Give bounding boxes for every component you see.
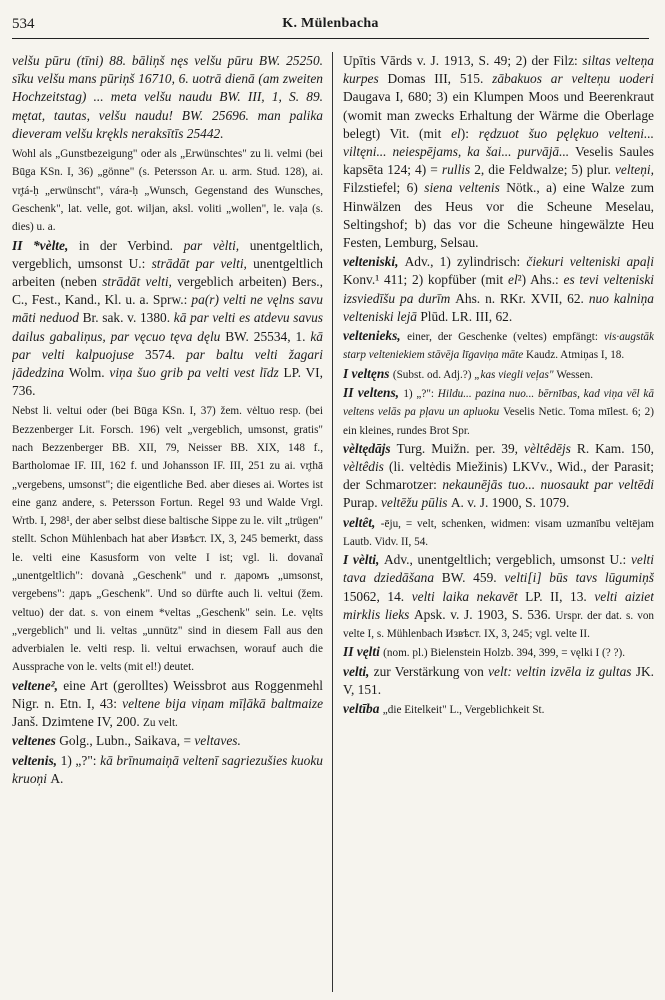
dictionary-entry: [12, 401, 323, 675]
entry-text: „die Eitelkeit" L., Vergeblichkeit St.: [382, 704, 545, 717]
entry-text: Konv.¹ 411; 2) kopfüber (mit: [343, 272, 508, 288]
entry-headword: II *vèlte,: [12, 237, 79, 253]
entry-text: rędzuot šuo pęlękuo velteni... viltęni... neiespējams, ka šai... purvājā...: [343, 125, 654, 160]
entry-text: unentgeltlich, vergeblich, umsonst U.:: [12, 237, 323, 271]
dictionary-entry: [343, 643, 654, 661]
entry-text: velti laika nekavēt: [411, 588, 526, 604]
entry-text: -ēju, = velt, schenken, widmen: visam uzmanību veltējam: [380, 517, 654, 530]
entry-text: Apsk. v. J. 1903, S. 536.: [413, 606, 556, 622]
entry-text: vis·augstāk starp velteniekiem stāvēja līgaviņa māte: [343, 331, 654, 362]
dictionary-entry: [343, 663, 654, 699]
entry-text: nuo kalniņa velteniski lejā: [343, 290, 654, 324]
entry-text: ²) Ahs.:: [517, 272, 564, 288]
left-column: [12, 52, 323, 992]
entry-text: A.: [50, 770, 64, 786]
entry-text: Plūd. LR. III, 62.: [420, 308, 513, 324]
entry-text: strādāt par velti,: [151, 255, 254, 271]
entry-text: Br. sak. v. 1380.: [82, 310, 174, 326]
entry-headword: vèltędājs: [343, 440, 397, 456]
entry-text: 15062, 14.: [343, 588, 412, 604]
right-column: [343, 52, 654, 992]
dictionary-entry: [343, 551, 654, 642]
entry-text: ):: [460, 125, 479, 141]
dictionary-entry: [343, 514, 654, 551]
dictionary-entry: [343, 253, 654, 326]
entry-text: (li. veltėdis Miežinis) LKVv., Wid., der Parasit; der Schmarotzer:: [343, 459, 654, 493]
entry-text: kā par velti es atdevu savus dailus gabaliņus, par vęcuo tęva dęlu: [12, 310, 323, 344]
entry-headword: II veltens,: [343, 384, 404, 400]
entry-text: es tevi velteniski izsviedīšu pa durīm: [343, 272, 654, 306]
entry-text: BW. 459.: [441, 570, 505, 586]
entry-text: zur Verstärkung von: [373, 663, 489, 679]
entry-text: Golg., Lubn., Saikava, =: [59, 733, 195, 749]
entry-headword: velteniski,: [343, 254, 405, 270]
dictionary-entry: [12, 677, 323, 732]
entry-text: kā par velti kalpuojuse: [12, 328, 323, 362]
entry-text: Filzstiefel; 6): [343, 180, 425, 196]
entry-text: JK. V, 151.: [343, 663, 654, 697]
entry-text: Zu velt.: [143, 717, 178, 730]
entry-text: velt: veltin izvēla iz gultas: [488, 663, 636, 679]
entry-text: veltēžu pūlis: [380, 495, 451, 511]
page-header: [12, 14, 649, 39]
entry-text: 3574.: [145, 346, 187, 362]
entry-text: Lautb. Vidv. II, 54.: [343, 535, 429, 548]
entry-text: velti[i] būs tavs lūgumiņš: [504, 570, 654, 586]
dictionary-entry: [12, 52, 323, 143]
entry-headword: veltenes: [12, 733, 60, 749]
entry-text: rullis: [441, 162, 475, 178]
entry-text: Wessen.: [556, 368, 594, 381]
entry-text: LP. VI, 736.: [12, 364, 323, 399]
entry-text: par baltu velti žagari jādedzina: [12, 346, 323, 380]
column-divider: [332, 52, 333, 992]
entry-text: R. Kam. 150,: [576, 440, 654, 456]
entry-text: Nebst li. veltui oder (bei Būga KSn. I, 37) žem. vėltuo resp. (bei Bezzenberger Lit. Forsch. 196) velt „vergeblich, umsonst, gratis" nach Bezzenberger BB. XII, 79, Neisser BB. XIX, 148 f., Bartholomae IF. III, 162 f. und Johansson IF. III, 251 zu ai. vr̥thā „vergebens, umsonst"; die eigentliche Bed. aber dieses ai. Wortes ist eine ganz andere, s. Petersson Fortun. Regel 93 und Walde Vrgl. Wrtb. I, 298¹, der aber selbst diese baltische Sippe zu le. vilt „trügen" stellt. Schon Mühlenbach hat aber Извѣст. IX, 3, 245 bemerkt, dass le. velti eine Kasusform von velte I ist; vgl. li. dovanaĩ „unentgeltlich": dovanà „Geschenk" und r. даромъ „umsonst, vergebens": даръ „Geschenk". Und so dürfte auch li. veltui (žem. veltuo) der dat. s. von einem *veltas „Geschenk" sein. Le. vęlts „vergeblich" und li. veltas „unnütz" sind in diesem Fall aus den adverbialen le. velti resp. li. veltui erwachsen, worauf auch die Aussprache von le. velts (mit el!) deutet.: [12, 405, 323, 674]
entry-text: Veselis Netic. Toma mīlest. 6; 2) ein kleines, rundes Brot Spr.: [343, 406, 654, 437]
entry-text: Upītis Vārds v. J. 1913, S. 49; 2) der Filz:: [343, 53, 583, 68]
entry-headword: I vèlti,: [343, 552, 384, 568]
entry-text: 1) „?":: [403, 387, 438, 400]
entry-text: Domas III, 515.: [387, 71, 493, 87]
entry-text: par vèlti,: [183, 237, 250, 253]
entry-text: vergeblich arbeiten) Bers., C., Fest., Kand., Kl. u. a. Sprw.:: [12, 273, 323, 308]
entry-text: strādāt velti,: [102, 273, 178, 289]
entry-text: čiekuri velteniski apaļi: [526, 254, 654, 270]
entry-text: eine Art (gerolltes) Weissbrot aus Roggenmehl Nigr. n. Etn. I, 43:: [12, 677, 323, 711]
dictionary-entry: [343, 440, 654, 513]
entry-text: Hildu... pazina nuo... bērnības, kad viņa vēl kā veltens velās pa pļavu un apluoku: [343, 387, 654, 419]
entry-headword: veltenis,: [12, 752, 61, 768]
entry-text: velti tava dziedāšana: [343, 552, 654, 586]
entry-text: velteņi,: [614, 162, 654, 178]
entry-text: vèltêdējs: [524, 440, 577, 456]
entry-headword: veltene²,: [12, 677, 64, 693]
entry-text: Turg. Muižn. per. 39,: [396, 440, 525, 456]
entry-text: el: [451, 125, 461, 141]
entry-text: Ahs. n. RKr. XVII, 62.: [455, 290, 589, 306]
entry-headword: II vęlti: [343, 644, 384, 660]
entry-headword: I veltęns: [343, 365, 393, 381]
dictionary-entry: [343, 52, 654, 252]
entry-text: siena veltenis: [424, 180, 507, 196]
dictionary-entry: [343, 327, 654, 364]
entry-text: (nom. pl.) Bielenstein Holzb. 394, 399, = vęlki I (? ?).: [383, 647, 625, 660]
entry-text: nekaunējās tuo... nuosaukt par veltēdi: [442, 477, 654, 493]
entry-headword: veltêt,: [343, 514, 381, 530]
entry-text: Daugava I, 680; 3) ein Klumpen Moos und Beerenkraut (womit man zwecks Erhaltung der Wärme die Oberlage belegt) Vit. (mit: [343, 89, 654, 141]
entry-text: LP. II, 13.: [525, 588, 595, 604]
entry-text: el: [508, 272, 518, 288]
entry-headword: veltenieks,: [343, 328, 408, 344]
entry-text: „kas viegli veļas": [474, 368, 557, 381]
entry-text: Purap.: [343, 495, 381, 511]
entry-text: kā brīnumaiņā veltenī sagriezušies kuoku kruoņi: [12, 752, 323, 786]
entry-text: veltaves.: [194, 733, 241, 749]
entry-text: BW. 25534, 1.: [225, 328, 311, 344]
entry-text: veltene bija viņam mīļākā baltmaize: [122, 695, 323, 711]
page-number: 534: [12, 16, 35, 32]
entry-text: Janš. Dzimtene IV, 200.: [12, 714, 144, 730]
entry-text: velšu pūru (tīni) 88. bāliņš nęs velšu pūru BW. 25250. sīku velšu mans pūriņš 16710, 6. uotrā dienā (am zweiten Hochzeitstag) ... meta velšu naudu BW. III, 1, S. 89. mętat, tautas, velšu naudu! BW. 25696. man palika dieveram velšu krękls neraksītīs 25442.: [12, 53, 323, 141]
entry-text: Wohl als „Gunstbezeigung" oder als „Erwünschtes" zu li. velmi (bei Būga KSn. I, 36) „gönne" (s. Petersson Ar. u. arm. Stud. 128), ai. vr̥tá-ḥ „erwünscht", vára-ḥ „Wunsch, Gegenstand des Wunsches, Geschenk", lat. velle, got. wiljan, aksl. voliti „wollen", le. vaļa (s. dies) u. a.: [12, 148, 323, 234]
dictionary-entry: [12, 752, 323, 788]
running-title: K. Mülenbacha: [282, 16, 379, 31]
dictionary-entry: [343, 384, 654, 439]
entry-text: Adv., unentgeltlich; vergeblich, umsonst U.:: [383, 552, 631, 568]
entry-text: (Subst. od. Adj.?): [392, 368, 475, 381]
entry-text: Urspr. der dat. s. von velte I, s. Mühlenbach Извѣст. IX, 3, 245; vgl. velte II.: [343, 609, 654, 641]
entry-headword: veltība: [343, 701, 383, 717]
entry-text: Wolm.: [68, 364, 110, 380]
entry-text: Kaudz. Atmiņas I, 18.: [526, 349, 625, 362]
entry-text: Adv., 1) zylindrisch:: [404, 254, 527, 270]
entry-text: viņa šuo grib pa velti vest līdz: [109, 364, 284, 380]
entry-text: unentgeltlich arbeiten (neben: [12, 255, 323, 289]
dictionary-entry: [12, 237, 323, 401]
entry-text: 2, die Feldwalze; 5) plur.: [474, 162, 615, 178]
entry-text: siltas velteņa kurpes: [343, 53, 654, 87]
entry-text: Nötk., a) eine Walze zum Hinwälzen des Heus vor die Scheune Meselau, Seltingshof; b) das vor die Scheune hingewälzte Heu Festen, Lemburg, Selsau.: [343, 180, 654, 251]
entry-headword: velti,: [343, 663, 374, 679]
entry-text: Veselis Saules kapsēta 124; 4) =: [343, 144, 654, 178]
dictionary-entry: [12, 144, 323, 235]
entry-text: velti aiziet mirklis lieks: [343, 588, 654, 622]
entry-text: A. v. J. 1900, S. 1079.: [450, 495, 570, 511]
entry-text: vèltêdis: [343, 459, 389, 475]
entry-text: pa(r) velti ne vęlns savu māti neduod: [12, 292, 323, 326]
entry-text: 1) „?":: [60, 752, 101, 768]
entry-text: zābakuos ar velteņu uoderi: [492, 71, 654, 87]
entry-text: einer, der Geschenke (veltes) empfängt:: [407, 331, 604, 344]
dictionary-entry: [343, 700, 654, 718]
dictionary-entry: [12, 732, 323, 750]
dictionary-entry: [343, 365, 654, 383]
entry-text: in der Verbind.: [78, 237, 184, 253]
